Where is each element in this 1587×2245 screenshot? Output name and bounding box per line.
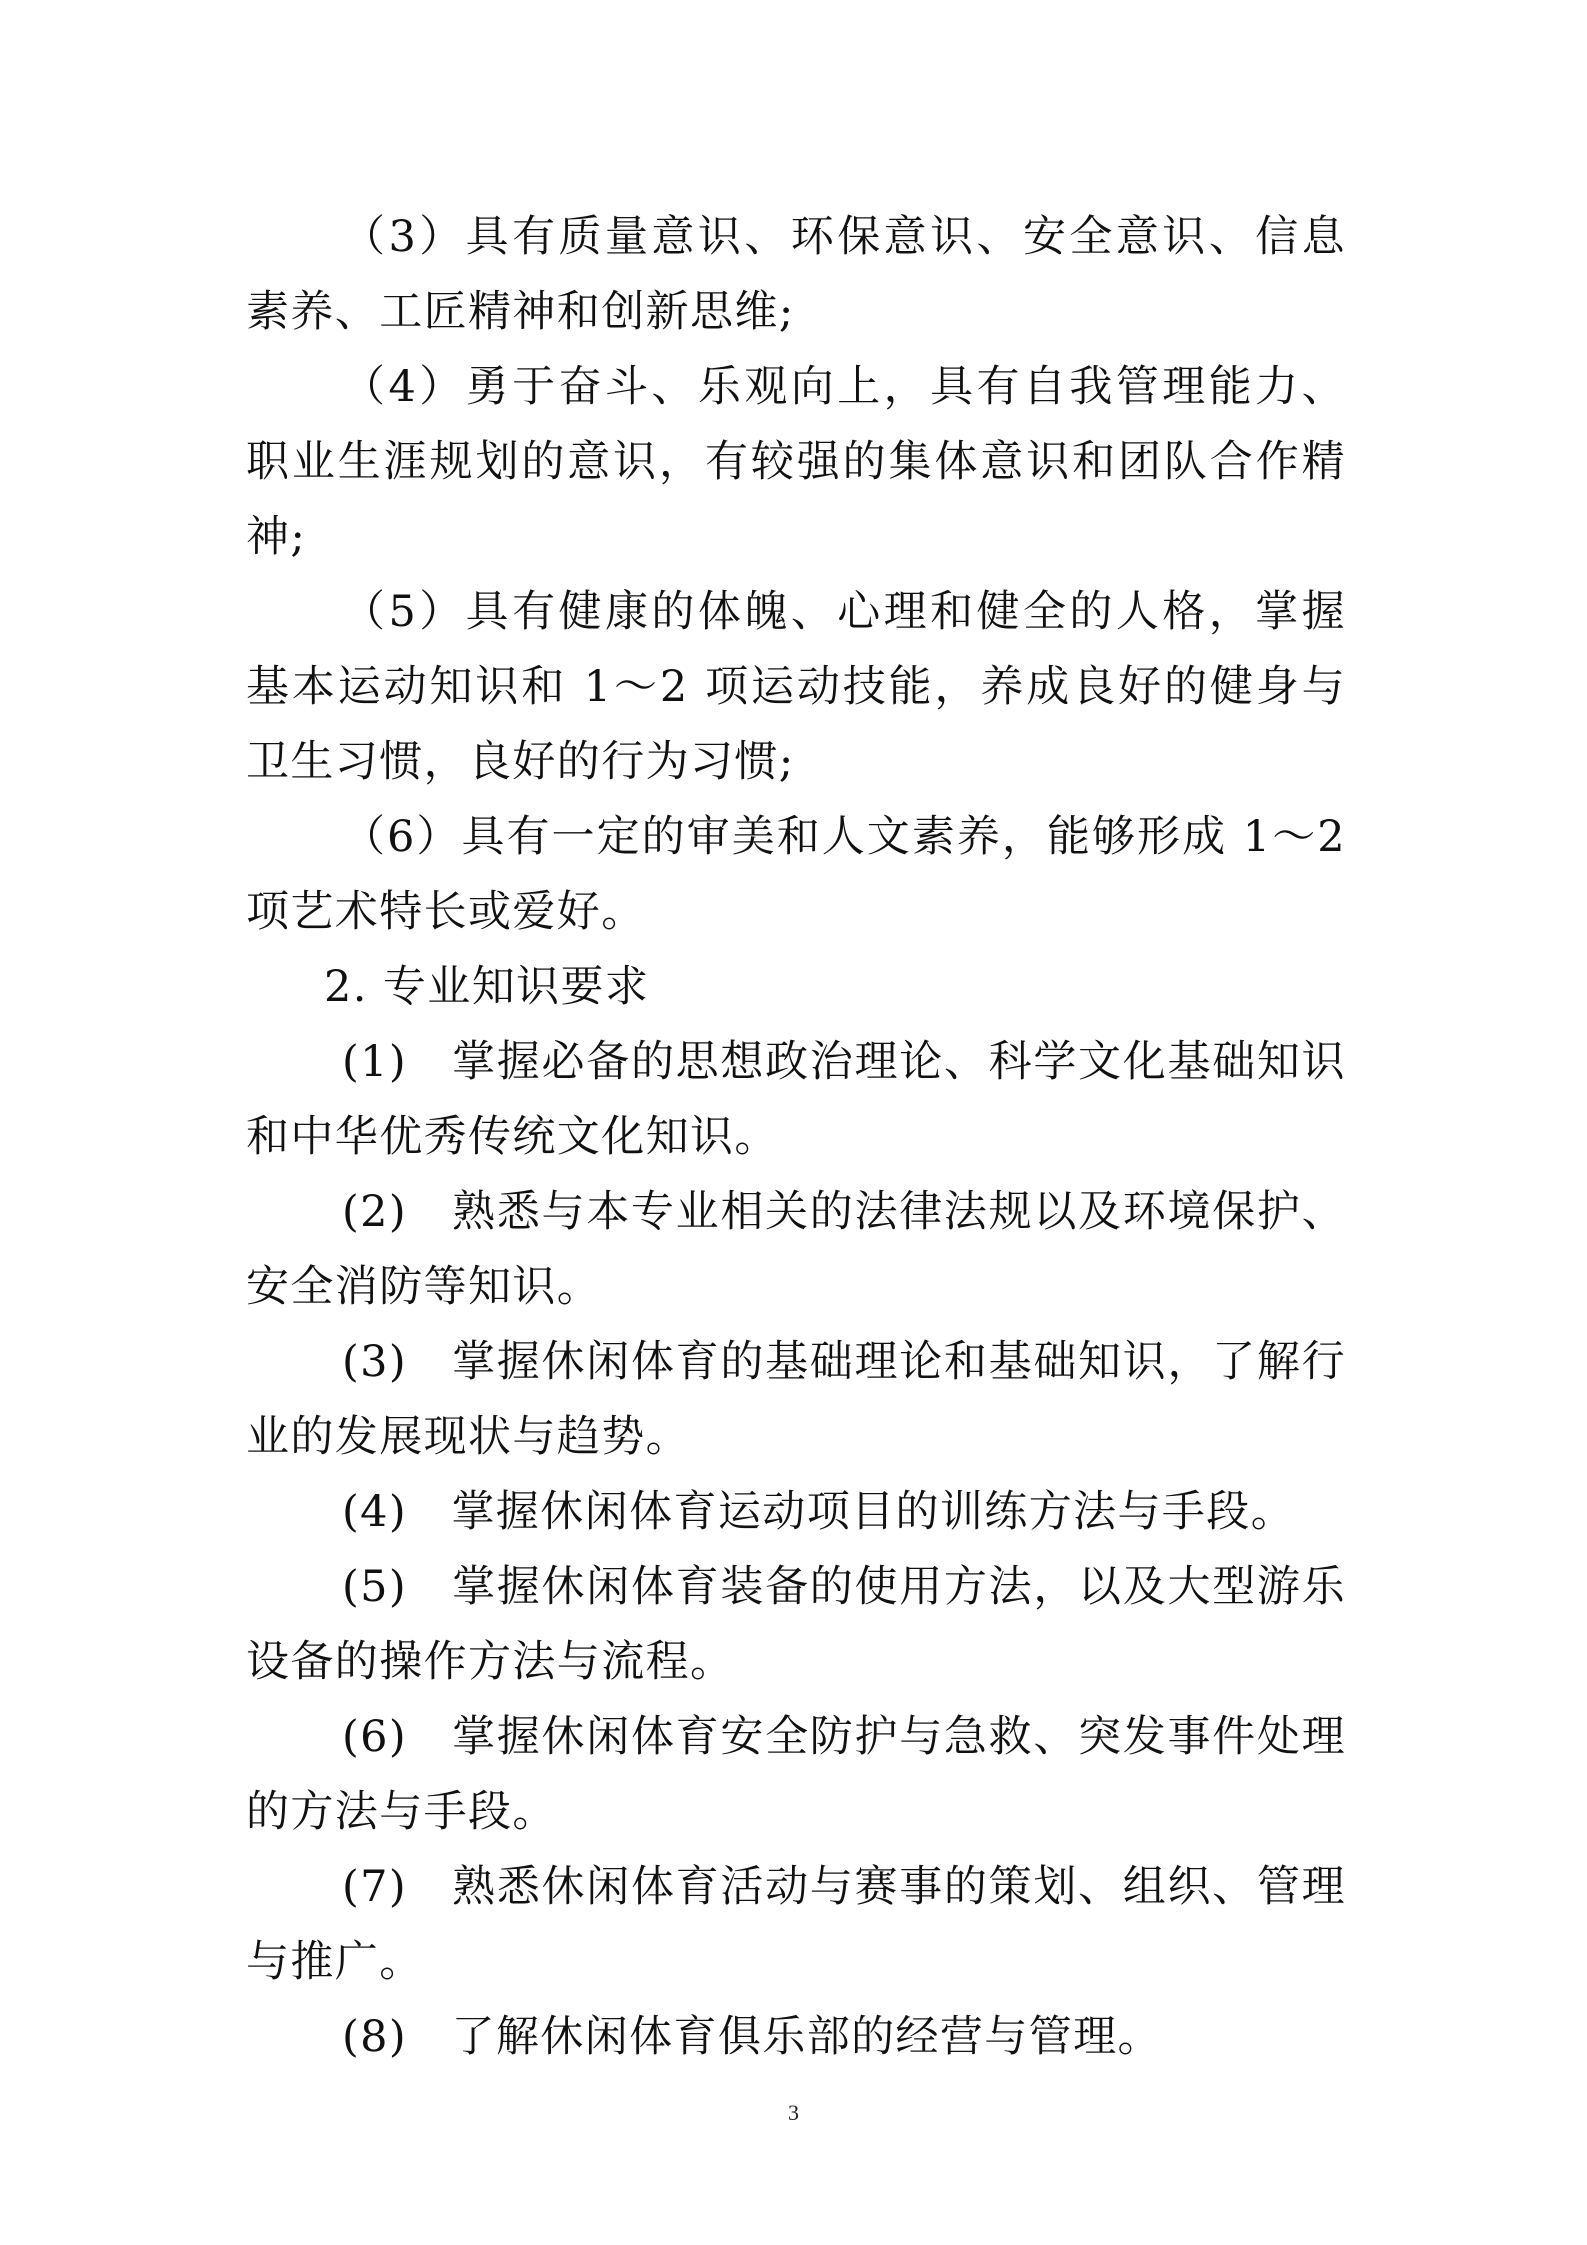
knowledge-item-2: (2) 熟悉与本专业相关的法律法规以及环境保护、安全消防等知识。 [246,1187,1346,1312]
knowledge-item-5: (5) 掌握休闲体育装备的使用方法，以及大型游乐设备的操作方法与流程。 [246,1562,1346,1687]
knowledge-item-8: (8) 了解休闲体育俱乐部的经营与管理。 [342,2012,1162,2062]
page-number: 3 [788,2100,799,2125]
document-body [246,200,1346,2075]
quality-item-5: （5）具有健康的体魄、心理和健全的人格，掌握基本运动知识和 1～2 项运动技能，养成良好的健身与卫生习惯，良好的行为习惯; [246,587,1346,787]
knowledge-heading: 2. 专业知识要求 [324,962,650,1012]
quality-item-4: （4）勇于奋斗、乐观向上，具有自我管理能力、职业生涯规划的意识，有较强的集体意识和团队合作精神; [246,362,1346,562]
knowledge-item-3: (3) 掌握休闲体育的基础理论和基础知识，了解行业的发展现状与趋势。 [246,1337,1346,1462]
knowledge-item-6: (6) 掌握休闲体育安全防护与急救、突发事件处理的方法与手段。 [246,1712,1346,1837]
knowledge-item-1: (1) 掌握必备的思想政治理论、科学文化基础知识和中华优秀传统文化知识。 [246,1037,1346,1162]
knowledge-item-7: (7) 熟悉休闲体育活动与赛事的策划、组织、管理与推广。 [246,1862,1346,1987]
knowledge-item-4: (4) 掌握休闲体育运动项目的训练方法与手段。 [342,1487,1296,1537]
quality-item-3: （3）具有质量意识、环保意识、安全意识、信息素养、工匠精神和创新思维; [246,212,1346,337]
quality-item-6: （6）具有一定的审美和人文素养，能够形成 1～2 项艺术特长或爱好。 [246,812,1346,937]
